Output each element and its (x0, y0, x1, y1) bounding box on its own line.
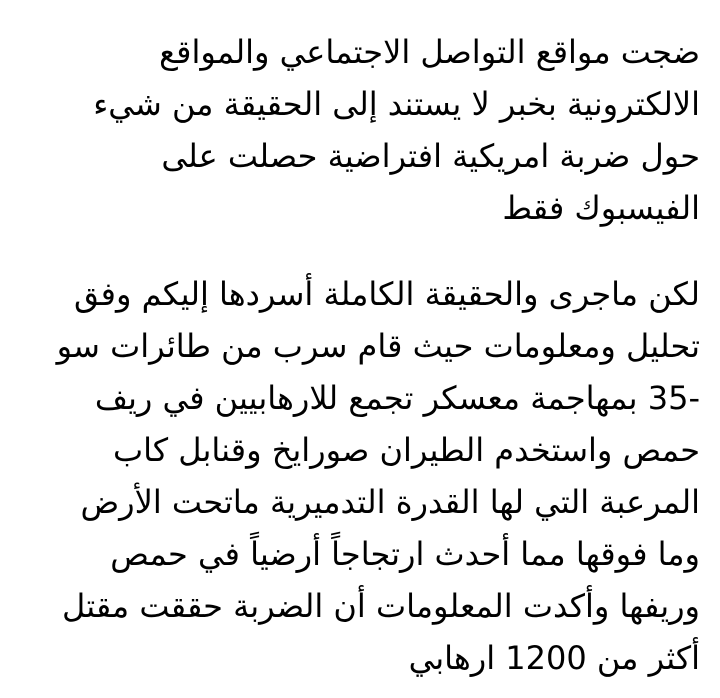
text-line: الفيسبوك فقط (502, 189, 700, 227)
text-line: الالكترونية بخبر لا يستند إلى الحقيقة من شيء (93, 85, 700, 123)
text-line: لكن ماجرى والحقيقة الكاملة أسردها إليكم وفق (73, 275, 700, 313)
paragraph-intro (18, 26, 700, 234)
text-line: تحليل ومعلومات حيث قام سرب من طائرات سو (56, 327, 700, 365)
text-line: حمص واستخدم الطيران صورايخ وقنابل كاب (112, 431, 700, 469)
text-line: وما فوقها مما أحدث ارتجاجاً أرضياً في حمص (110, 535, 700, 573)
text-line: أكثر من 1200 ارهابي (408, 639, 700, 677)
text-line: وريفها وأكدت المعلومات أن الضربة حققت مقتل (61, 587, 700, 625)
text-line: حول ضربة امريكية افتراضية حصلت على (161, 137, 700, 175)
text-line: ضجت مواقع التواصل الاجتماعي والمواقع (159, 33, 700, 71)
paragraph-details (18, 268, 700, 684)
text-line: -35 بمهاجمة معسكر تجمع للارهابيين في ريف (94, 379, 700, 417)
text-line: المرعبة التي لها القدرة التدميرية ماتحت الأرض (80, 483, 700, 521)
